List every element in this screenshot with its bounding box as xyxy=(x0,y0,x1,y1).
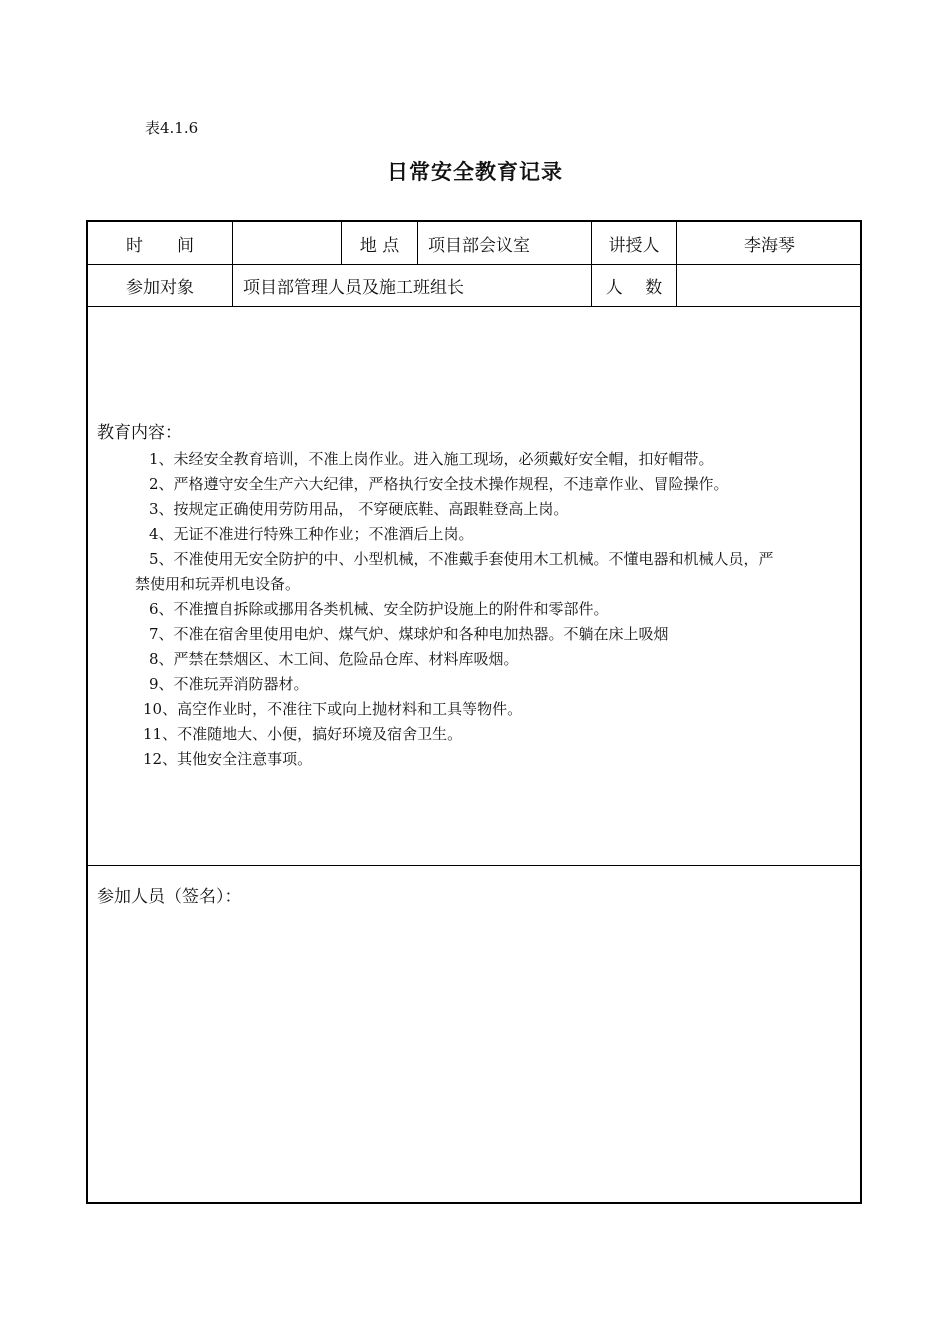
content-item: 4、无证不准进行特殊工种作业；不准酒后上岗。 xyxy=(149,525,474,543)
page-title: 日常安全教育记录 xyxy=(387,159,563,184)
content-item: 3、按规定正确使用劳防用品， 不穿硬底鞋、高跟鞋登高上岗。 xyxy=(149,500,569,518)
content-item: 1、未经安全教育培训，不准上岗作业。进入施工现场，必须戴好安全帽，扣好帽带。 xyxy=(149,450,714,468)
content-item: 2、严格遵守安全生产六大纪律，严格执行安全技术操作规程，不违章作业、冒险操作。 xyxy=(149,475,729,493)
count-value[interactable] xyxy=(677,265,862,306)
participants-value[interactable]: 项目部管理人员及施工班组长 xyxy=(243,278,464,298)
content-item: 9、不准玩弄消防器材。 xyxy=(149,675,309,693)
content-item: 7、不准在宿舍里使用电炉、煤气炉、煤球炉和各种电加热器。不躺在床上吸烟 xyxy=(149,625,669,643)
place-label: 地 点 xyxy=(359,235,400,256)
time-label: 时 间 xyxy=(126,235,194,256)
lecturer-label: 讲授人 xyxy=(608,235,660,256)
form-code: 表4.1.6 xyxy=(145,119,199,137)
content-item: 11、不准随地大、小便，搞好环境及宿舍卫生。 xyxy=(143,725,463,743)
content-item: 12、其他安全注意事项。 xyxy=(143,750,313,768)
place-value[interactable]: 项目部会议室 xyxy=(428,235,530,256)
content-item: 8、严禁在禁烟区、木工间、危险品仓库、材料库吸烟。 xyxy=(149,650,519,668)
content-label: 教育内容： xyxy=(97,423,182,443)
content-items xyxy=(88,447,860,772)
record-form xyxy=(86,220,862,1204)
content-item-continuation: 禁使用和玩弄机电设备。 xyxy=(135,575,301,593)
signature-label: 参加人员（签名）： xyxy=(97,887,242,907)
lecturer-value[interactable]: 李海琴 xyxy=(744,235,795,256)
content-item: 6、不准擅自拆除或挪用各类机械、安全防护设施上的附件和零部件。 xyxy=(149,600,609,618)
row-divider-3 xyxy=(88,865,860,866)
participants-label: 参加对象 xyxy=(126,278,194,298)
content-item: 10、高空作业时，不准往下或向上抛材料和工具等物件。 xyxy=(143,700,523,718)
time-value[interactable] xyxy=(233,222,341,264)
row-divider-2 xyxy=(88,306,860,307)
count-label: 人 数 xyxy=(605,278,663,298)
content-item: 5、不准使用无安全防护的中、小型机械，不准戴手套使用木工机械。不懂电器和机械人员，严 xyxy=(149,550,774,568)
